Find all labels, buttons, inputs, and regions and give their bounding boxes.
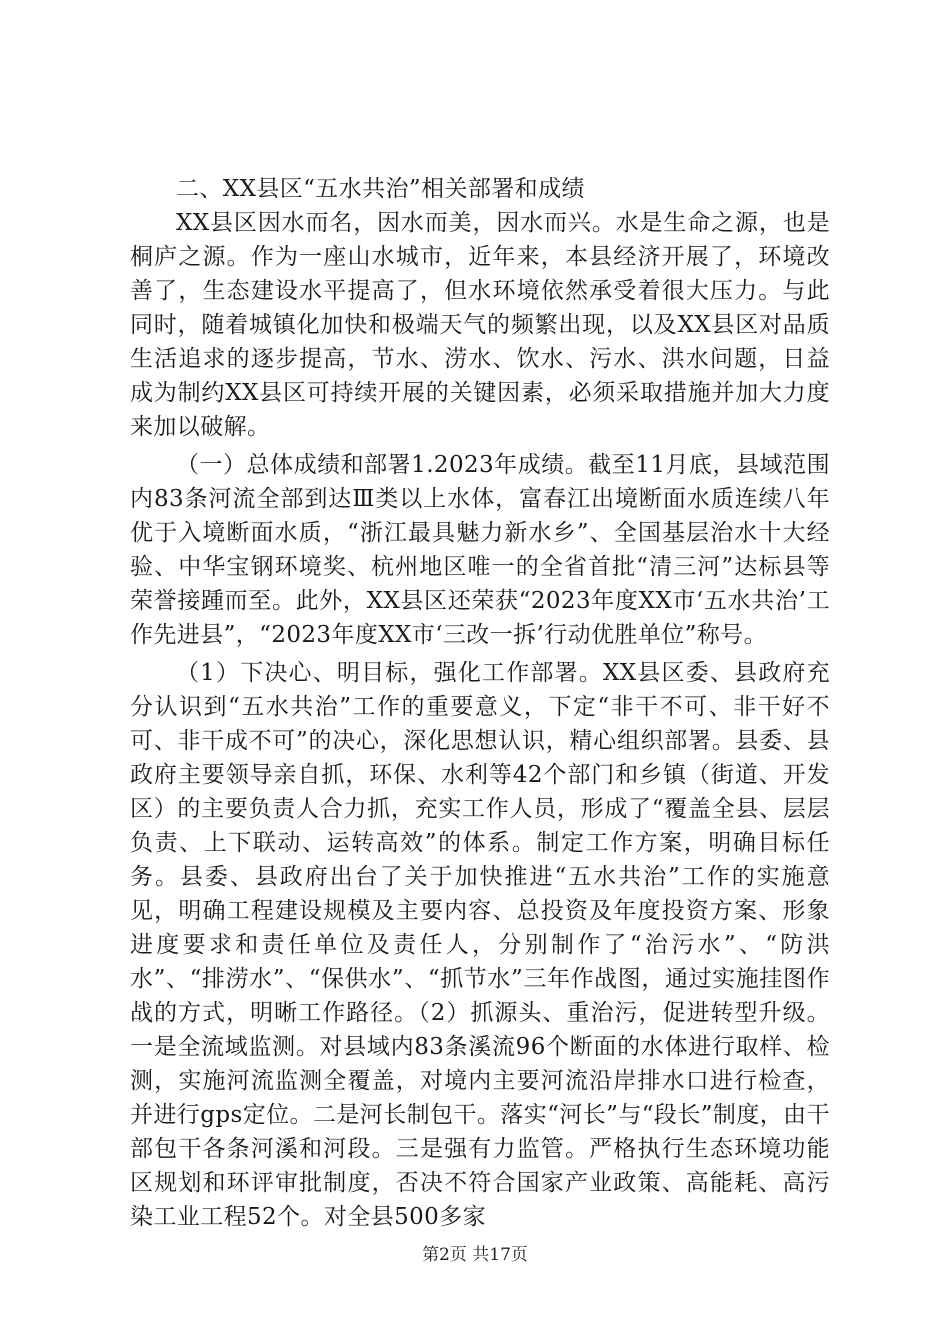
paragraph-achievements: （一）总体成绩和部署1.2023年成绩。截至11月底，县域范围内83条河流全部到达Ⅲ类以上水体，富春江出境断面水质连续八年优于入境断面水质，“浙江最具魅力新水乡”、全国基层治水十大经验、中华宝钢环境奖、杭州地区唯一的全省首批“清三河”达标县等荣誉接踵而至。此外，XX县区还荣获“2023年度XX市‘五水共治’工作先进县”，“2023年度XX市‘三改一拆’行动优胜单位”称号。: [130, 452, 830, 648]
section-heading: 二、XX县区“五水共治”相关部署和成绩: [176, 176, 585, 202]
paragraph-deployment: （1）下决心、明目标，强化工作部署。XX县区委、县政府充分认识到“五水共治”工作的重要意义，下定“非干不可、非干好不可、非干成不可”的决心，深化思想认识，精心组织部署。县委、县政府主要领导亲自抓，环保、水利等42个部门和乡镇（街道、开发区）的主要负责人合力抓，充实工作人员，形成了“覆盖全县、层层负责、上下联动、运转高效”的体系。制定工作方案，明确目标任务。县委、县政府出台了关于加快推进“五水共治”工作的实施意见，明确工程建设规模及主要内容、总投资及年度投资方案、形象进度要求和责任单位及责任人，分别制作了“治污水”、“防洪水”、“排涝水”、“保供水”、“抓节水”三年作战图，通过实施挂图作战的方式，明晰工作路径。（2）抓源头、重治污，促进转型升级。一是全流域监测。对县域内83条溪流96个断面的水体进行取样、检测，实施河流监测全覆盖，对境内主要河流沿岸排水口进行检查，并进行gps定位。二是河长制包干。落实“河长”与“段长”制度，由干部包干各条河溪和河段。三是强有力监管。严格执行生态环境功能区规划和环评审批制度，否决不符合国家产业政策、高能耗、高污染工业工程52个。对全县500多家: [130, 660, 830, 1230]
document-body: [130, 172, 830, 1234]
page-number-footer: 第2页 共17页: [422, 1245, 528, 1265]
paragraph-intro: XX县区因水而名，因水而美，因水而兴。水是生命之源，也是桐庐之源。作为一座山水城市，近年来，本县经济开展了，环境改善了，生态建设水平提高了，但水环境依然承受着很大压力。与此同时，随着城镇化加快和极端天气的频繁出现，以及XX县区对品质生活追求的逐步提高，节水、涝水、饮水、污水、洪水问题，日益成为制约XX县区可持续开展的关键因素，必须采取措施并加大力度来加以破解。: [130, 210, 830, 440]
